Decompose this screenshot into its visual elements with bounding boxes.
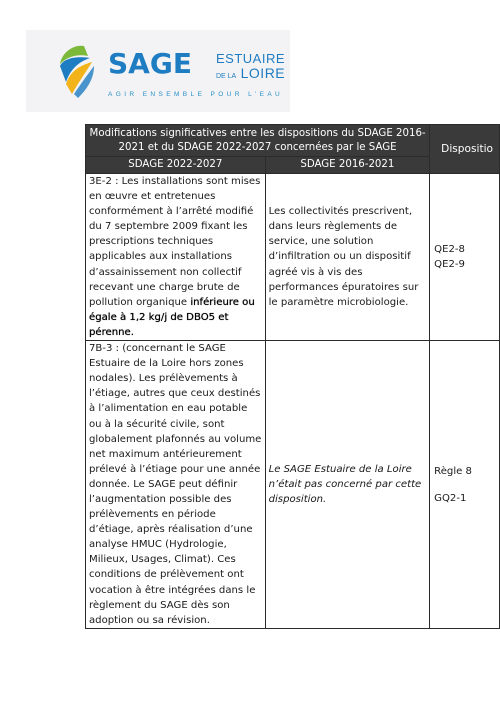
cell-sdage-2016-2021: Le SAGE Estuaire de la Loire n’était pas concerné par cette disposition. [265, 341, 430, 629]
table-main-header: Modifications significatives entre les dispositions du SDAGE 2016-2021 et du SDAGE 2022-2027 concernées par le SAGE [86, 125, 430, 157]
col-header-sdage-2022-2027: SDAGE 2022-2027 [86, 157, 266, 174]
logo-estuaire: ESTUAIRE [216, 51, 286, 66]
sage-emblem-icon [54, 42, 98, 100]
cell-sdage-2016-2021: Les collectivités prescrivent, dans leurs règlements de service, une solution d’infiltration ou un dispositif agréé vis à vis des performances épuratoires sur le paramètre microbiologie. [265, 174, 430, 341]
disposition-code: GQ2-1 [434, 492, 467, 504]
logo-de-la-loire: DE LA LOIRE [216, 65, 286, 81]
highlighted-change: inférieure ou égale à 1,2 kg/j de DBO5 et pérenne. [89, 296, 255, 338]
cell-dispositions [430, 174, 500, 341]
col-header-sdage-2016-2021: SDAGE 2016-2021 [265, 157, 430, 174]
logo-tagline: AGIR ENSEMBLE POUR L’EAU [108, 91, 284, 98]
disposition-code: QE2-8 [434, 244, 465, 256]
cell-sdage-2022-2027: 7B-3 : (concernant le SAGE Estuaire de la Loire hors zones nodales). Les prélèvements à l’étiage, autres que ceux destinés à l’alimentation en eau potable ou à la sécurité civile, sont globalement plafonnés au volume net maximum antérieurement prélevé à l’étiage pour une année donnée. Le SAGE peut définir l’augmentation possible des prélèvements en période d’étiage, après réalisation d’une analyse HMUC (Hydrologie, Milieux, Usages, Climat). Ces conditions de prélèvement ont vocation à être intégrées dans le règlement du SAGE dès son adoption ou sa révision. [86, 341, 266, 629]
table-row [86, 341, 500, 629]
dispositions-header: Dispositio [430, 125, 500, 174]
cell-sdage-2022-2027: 3E-2 : Les installations sont mises en œuvre et entretenues conformément à l’arrêté modifié du 7 septembre 2009 fixant les prescriptions techniques applicables aux installations d’assainissement non collectif recevant une charge brute de pollution organique inférieure ou égale à 1,2 kg/j de DBO5 et pérenne. [86, 174, 266, 341]
table-row [86, 174, 500, 341]
logo-wordmark: SAGE [108, 47, 192, 80]
disposition-code: Règle 8 [434, 465, 472, 477]
cell-dispositions [430, 341, 500, 629]
modifications-table [85, 124, 500, 629]
sage-logo [26, 30, 290, 112]
disposition-code: QE2-9 [434, 259, 465, 271]
